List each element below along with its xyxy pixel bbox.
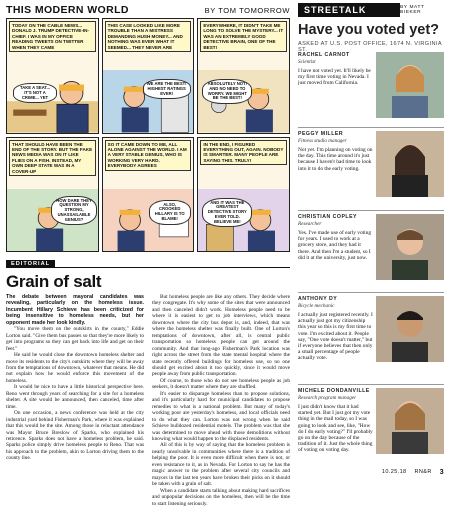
editorial-paragraph: It would be nice to have a little historical perspective here. Reno went through years of searching for a site for a homeless shelter. A site would be announced, then canceled, time after time. [6,384,144,410]
comic-panel-5 [102,137,195,253]
divider [298,384,444,385]
speech-bubble: HOW DARE THEY QUESTION MY STRONG, UNASSAILABLE GENIUS? [51,196,97,226]
portrait-photo [376,52,444,118]
divider [6,267,290,268]
respondent-role: Fitness studio manager [298,138,347,144]
comic-caption: EVERYWHERE, IT DIDN'T TAKE ME LONG TO SOLVE THE MYSTERY... IT WAS AN EXTREMELY GOOD DETECTIVE BRAIN, ONE OF THE BEST! [200,21,287,52]
editorial-paragraph: It's easier to disparage homeless than to propose solutions, and it's particularly hard for municipal candidates to propose remedies to what is a national problem. But many of today's working poor are yesterday's homeless, and local officials need to do what they can. Lorton was not wrong when he said Schieve bulldozed residential motels. The problem was that she was determined to move ahead with those demolitions without knowing what would happen to the displaced residents. [152,390,290,442]
comic-panel-3 [197,18,290,134]
portrait-photo [376,131,444,197]
speech-bubble: ALSO, CROOKED HILLARY IS TO BLAME! [149,200,191,225]
respondent-answer: I actually just registered recently. I actually just got my citizenship this year so this is my first time to vote. I'm excited about it. People say, "One vote doesn't matter," but if everyone believes that then only a small percentage of people actually vote. [298,312,373,362]
comic-strip [6,18,290,252]
editorial-paragraph: On one occasion, a news conference was held at the city industrial yard behind Fisherman's Park, where it was explained that this would be the site. Among those in reluctant attendance was Mayor Bruce Breslow of Sparks, who explained his reticence. Sparks does not have a homeless problem, he said. Sparks police simply drive homeless people to Reno. That was his approach to the problem, akin to Lorton driving them to the county line. [6,410,144,462]
comic-caption: THAT SHOULD HAVE BEEN THE END OF THE STORY. BUT THE FAKE NEWS MEDIA WAS ON IT LIKE FLIES ON A FISH. INSTEAD, MY OWN DEEP STATE WAS IN A COVER-UP [9,140,96,176]
paper-name: RN&R [414,469,432,475]
editorial-paragraph: But homeless people are like any others. They decide where they congregate. It's why some of the sites that were announced and then canceled didn't work. Homeless people need to be where it is easiest to get to job interviews, which means downtown where the city bus depot is, and, indeed, that was where the homeless shelter was finally built. One of Lorton's temptations of downtown, after all, is central public transportation so homeless people can get around the community. And that long-ago Fisherman's Park location was right across the street from the state mental hospital where the state recently offered buildings for homeless use, so no one should get excited about it too quickly, since it would move people away from public transportation. [152,294,290,378]
editorial-paragraph: He said he would close the downtown homeless shelter and move its residents to the city's outskirts where they will be away from the temptations of downtown, whatever that means. He did not explain how he would enforce this movement of the homeless. [6,352,144,384]
respondent-role: Scientist [298,59,316,65]
editorial-column-2 [152,294,290,507]
comic-panel-1 [6,18,99,134]
speech-bubble: ABSOLUTELY NOT! AND NO NEED TO WORRY. WE MIGHT BE THE BEST! [202,79,252,104]
portrait-photo [376,296,444,362]
editorial-paragraph: The debate between mayoral candidates was revealing, particularly on the homeless issue. Incumbent Hillary Schieve has been criticized for being insensitive to homeless needs, but her opponent made her look kindly. [6,294,144,326]
streetalk-byline: BY MATT BIEKER [400,5,425,15]
comic-caption: IN THE END, I FIGURED EVERYTHING OUT, AGAIN. NOBODY IS SMARTER. MANY PEOPLE ARE SAYING THIS. TRULY! [200,140,287,166]
respondent-answer: I just didn't know that it had started yet. But I just got my vote thing in the mail today, so I was going to look and see, like, "How do I do early voting?" I'll probably go on the day because of the tradition of it. Just the whole thing of voting on voting day. [298,404,373,454]
comic-panel-4 [6,137,99,253]
page-number: 3 [439,469,444,476]
editorial-tag: EDITORIAL [6,260,55,268]
respondent-role: Bicycle mechanic [298,303,335,309]
streetalk-header [298,3,444,17]
editorial-paragraph: All of this is by way of saying that the homeless problem is nearly unsolvable in communities where there is a tradition of helping the poor. It is even more difficult when there is not, or even resistance to it, as in Nevada. For Lorton to say he has the magic answer to the problem after several city councils and mayors in the last ten years have broken their picks on it should be taken with a grain of salt. [152,442,290,488]
divider [298,127,444,128]
issue-date: 10.25.18 [381,469,407,475]
editorial-paragraph: When a candidate starts talking about making hard sacrifices and unpopular decisions on the homeless, then will be the time to start listening seriously. [152,487,290,507]
editorial-body [6,294,290,507]
page-footer [298,469,444,476]
editorial-paragraph: Of course, to those who do not see homeless people as job seekers, it doesn't matter where they are shuffled. [152,377,290,391]
divider [298,292,444,293]
respondent-role: Research program manager [298,395,357,401]
streetalk-response-5 [298,388,444,468]
portrait-photo [376,214,444,280]
divider [298,210,444,211]
streetalk-response-1 [298,52,444,124]
comic-caption: TODAY ON THE CABLE NEWS... DONALD J. TRUMP DETECTIVE-IN-CHIEF. I WAS IN MY OFFICE READING TWEETS ON TWITTER WHEN THEY CAME [9,21,96,52]
editorial-column-1 [6,294,144,507]
portrait-photo [376,388,444,454]
respondent-name: PEGGY MILLER [298,131,344,137]
respondent-answer: Not yet. I'm planning on voting on the day. This time around it's just because I haven't had time to look into it to do the early voting. [298,147,373,172]
respondent-name: RACHEL CARNOT [298,52,350,58]
respondent-role: Researcher [298,221,322,227]
streetalk-label: STREETALK [298,3,400,17]
respondent-answer: Yes. I've made use of early voting for years. I used to work at a grocery store, and they had it there. And then I'm a student, so I did it at the university, just now. [298,230,372,261]
comic-header [6,4,290,16]
editorial-paragraph: "You move them on the outskirts in the county," Eddie Lorton said. "Give them bus passes so that they're more likely to get into programs so they can get back into life and get on their feet." [6,326,144,352]
streetalk-location: ASKED AT U.S. POST OFFICE, 1674 N. VIRGINIA ST. [298,41,442,53]
respondent-name: CHRISTIAN COPLEY [298,214,358,220]
respondent-name: MICHELE DONDANVILLE [298,388,370,394]
speech-bubble: AND IT WAS THE GREATEST DETECTIVE STORY EVER TOLD. BELIEVE ME! [202,198,252,228]
respondent-answer: I have not voted yet. It'll likely be my first time voting in Nevada. I just moved from California. [298,68,371,87]
streetalk-response-3 [298,214,444,288]
comic-panel-2 [102,18,195,134]
comic-panel-6 [197,137,290,253]
streetalk-response-4 [298,296,444,382]
streetalk-response-2 [298,131,444,205]
comic-title: THIS MODERN WORLD [6,4,129,16]
comic-caption: SO IT CAME DOWN TO ME, ALL ALONE AGAINST THE WORLD. I AM A VERY STABLE GENIUS, WHO IS WORKING VERY HARD. EVERYBODY AGREES [105,140,192,171]
editorial-title: Grain of salt [6,272,102,291]
comic-caption: THIS CASE LOOKED LIKE MORE TROUBLE THAN A MISTRESS DEMANDING HUSH MONEY... AND NOTHING WAS EVER WHAT IT SEEMED... THEY NEVER ARE [105,21,192,52]
comic-byline: BY TOM TOMORROW [204,5,290,15]
speech-bubble: WE ARE THE BEST! HIGHEST RATINGS EVER! [143,79,191,99]
respondent-name: ANTHONY DY [298,296,338,302]
streetalk-question: Have you voted yet? [298,22,440,38]
speech-bubble: TAKE A SEAT... IT'S NOT A CRIME... YET [13,83,57,103]
